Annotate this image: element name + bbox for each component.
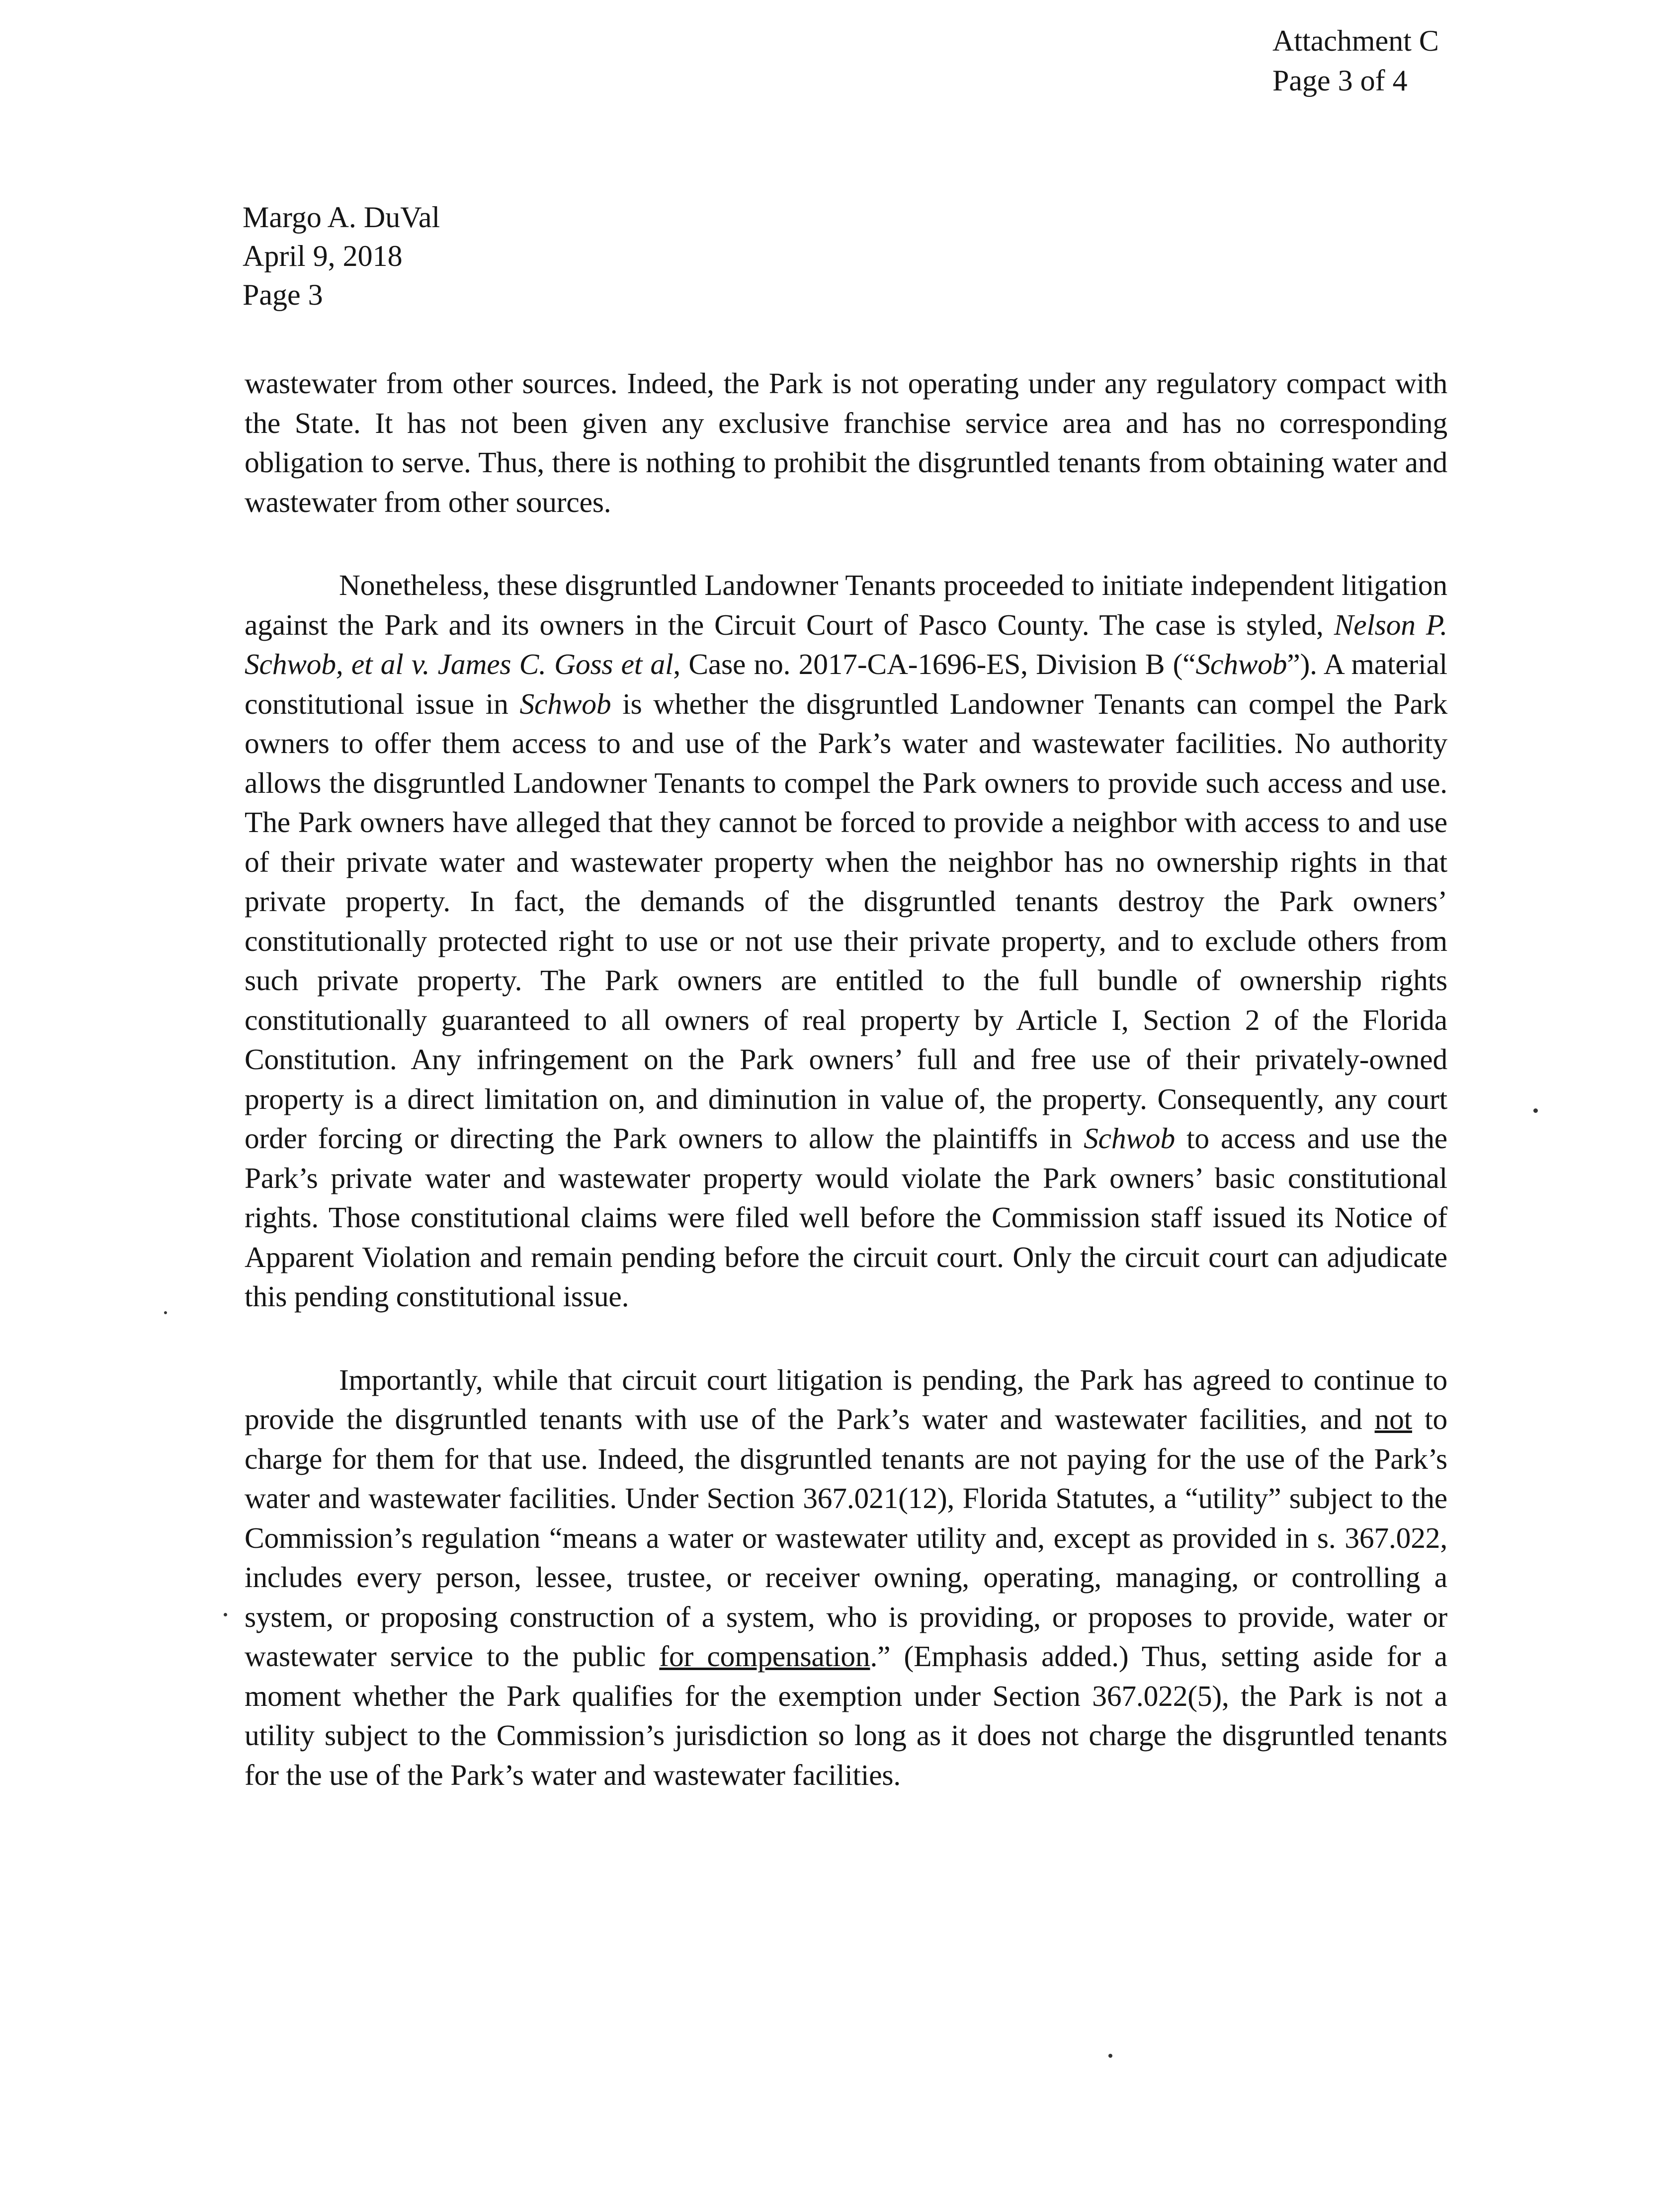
recipient-name: Margo A. DuVal xyxy=(243,201,440,234)
paragraph-text: to charge for them for that use. Indeed, the disgruntled tenants are not paying for the use of the Park’s water and wastewater facilities. Under Section 367.021(12), Florida Statutes, a “utility” subject to the Commission’s regulation “means a water or wastewater utility and, except as provided in s. 367.022, includes every person, lessee, trustee, or receiver owning, operating, managing, or controlling a system, or proposing construction of a system, who is providing, or proposes to provide, water or wastewater service to the public xyxy=(245,1403,1447,1673)
paragraph-continuation xyxy=(245,364,1447,522)
attachment-label: Attachment C xyxy=(1272,24,1439,57)
case-style-citation: Nelson P. Schwob, et al v. James C. Goss et al xyxy=(245,608,1447,680)
scan-speck xyxy=(1533,1108,1538,1113)
letter-page-number: Page 3 xyxy=(243,278,323,311)
paragraph-text: ”). A material constitutional issue in xyxy=(245,648,1447,720)
paragraph-text: wastewater from other sources. Indeed, the Park is not operating under any regulatory compact with the State. It has not been given any exclusive franchise service area and has no corresponding obligation to serve. Thus, there is nothing to prohibit the disgruntled tenants from obtaining water and wastewater from other sources. xyxy=(245,367,1447,518)
paragraph-compensation xyxy=(245,1360,1447,1795)
paragraph-text: .” (Emphasis added.) Thus, setting aside for a moment whether the Park qualifies for the exemption under Section 367.022(5), the Park is not a utility subject to the Commission’s jurisdiction so long as it does not charge the disgruntled tenants for the use of the Park’s water and wastewater facilities. xyxy=(245,1640,1447,1791)
emphasis-for-compensation: for compensation xyxy=(659,1640,870,1673)
paragraph-text: Nonetheless, these disgruntled Landowner Tenants proceeded to initiate independent litigation against the Park and its owners in the Circuit Court of Pasco County. The case is styled, xyxy=(245,569,1447,641)
attachment-header xyxy=(1272,21,1620,100)
paragraph-litigation xyxy=(245,566,1447,1317)
case-short-name: Schwob xyxy=(1084,1122,1176,1155)
paragraph-text: to access and use the Park’s private water and wastewater property would violate the Park owners’ basic constitutional rights. Those constitutional claims were filed well before the Commission staff issued its Notice of Apparent Violation and remain pending before the circuit court. Only the circuit court can adjudicate this pending constitutional issue. xyxy=(245,1122,1447,1313)
paragraph-text: , Case no. 2017-CA-1696-ES, Division B (“ xyxy=(673,648,1196,680)
letter-body xyxy=(245,364,1447,1839)
paragraph-text: Importantly, while that circuit court litigation is pending, the Park has agreed to continue to provide the disgruntled tenants with use of the Park’s water and wastewater facilities, and xyxy=(245,1363,1447,1435)
scan-speck xyxy=(1108,2054,1112,2058)
case-short-name: Schwob xyxy=(1195,648,1287,680)
letter-date: April 9, 2018 xyxy=(243,240,403,272)
scan-speck xyxy=(164,1311,167,1314)
paragraph-text: is whether the disgruntled Landowner Tenants can compel the Park owners to offer them access to and use of the Park’s water and wastewater facilities. No authority allows the disgruntled Landowner Tenants to compel the Park owners to provide such access and use. The Park owners have alleged that they cannot be forced to provide a neighbor with access to and use of their private water and wastewater property when the neighbor has no ownership rights in that private property. In fact, the demands of the disgruntled tenants destroy the Park owners’ constitutionally protected right to use or not use their private property, and to exclude others from such private property. The Park owners are entitled to the full bundle of ownership rights constitutionally guaranteed to all owners of real property by Article I, Section 2 of the Florida Constitution. Any infringement on the Park owners’ full and free use of their privately-owned property is a direct limitation on, and diminution in value of, the property. Consequently, any court order forcing or directing the Park owners to allow the plaintiffs in xyxy=(245,687,1448,1155)
case-short-name: Schwob xyxy=(519,687,611,720)
emphasis-not: not xyxy=(1374,1403,1413,1435)
attachment-page-label: Page 3 of 4 xyxy=(1272,64,1408,97)
scan-speck xyxy=(224,1613,227,1616)
letterhead xyxy=(243,198,440,314)
